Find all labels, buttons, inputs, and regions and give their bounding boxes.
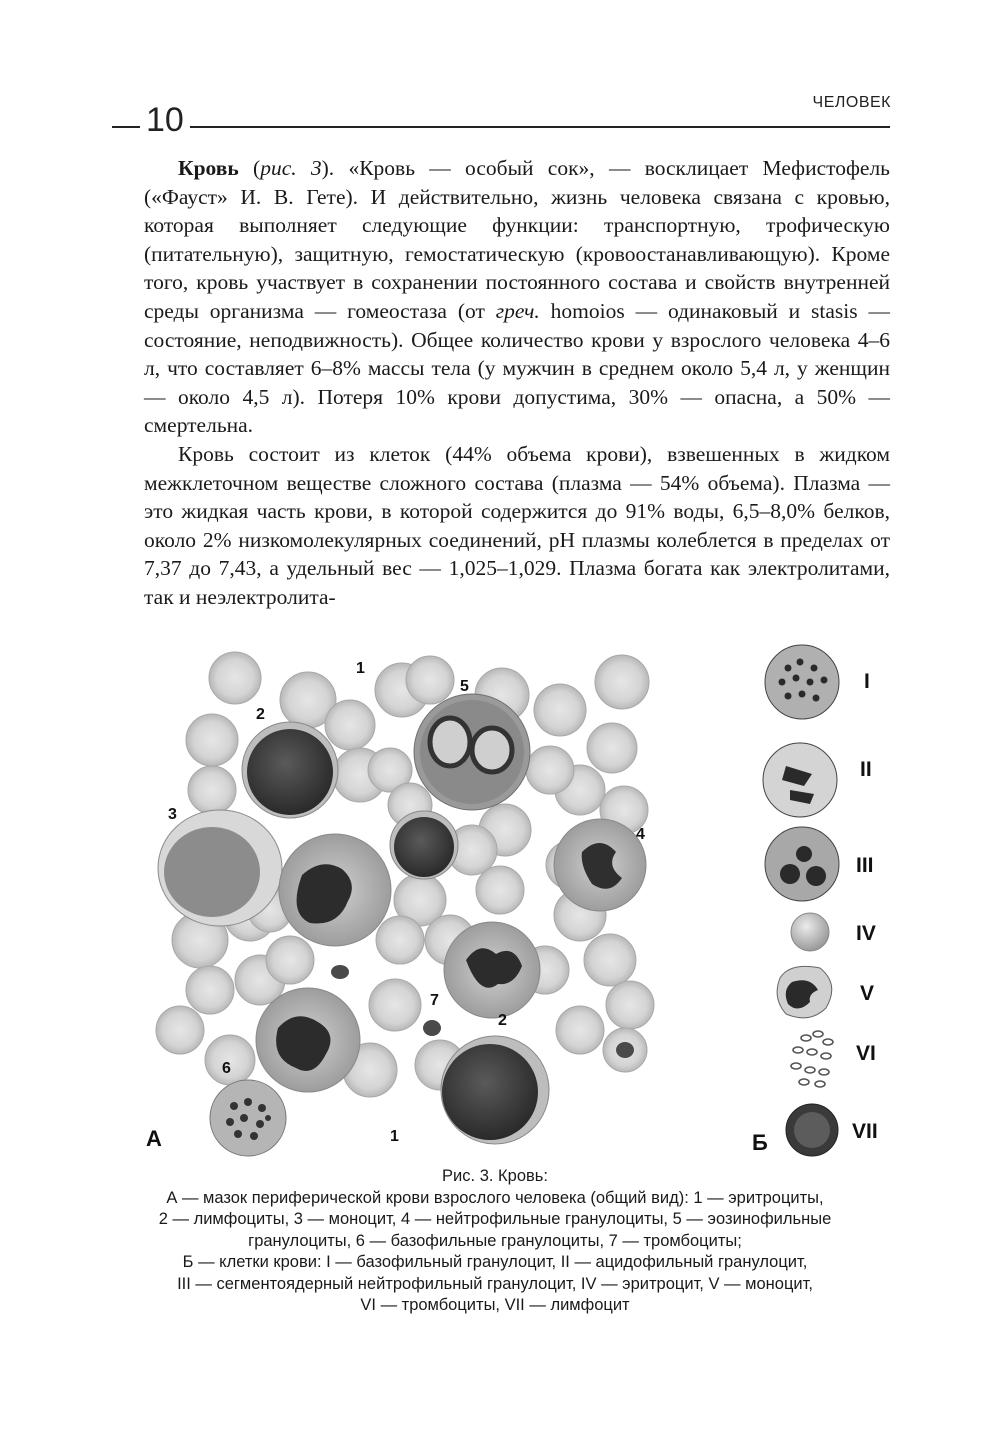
caption-line-3: гранулоциты, 6 — базофильные гранулоциты, 7 — тромбоциты;: [248, 1231, 742, 1250]
lymphocyte-center: [390, 811, 458, 879]
label-neutrophil: 4: [636, 826, 645, 843]
running-head: ЧЕЛОВЕК: [812, 94, 891, 111]
neutrophil-lower: [444, 922, 540, 1018]
label-platelets: 7: [430, 992, 439, 1009]
term-blood: Кровь: [178, 156, 239, 180]
paragraph-2: Кровь состоит из клеток (44% объема крови), взвешенных в жидком межклеточном веществе сложного состава (плазма — 54% объема). Плазма — это жидкая часть крови, в которой содержится до 91% воды, 6,5–8,0% белков, около 2% низкомолекулярных соединений, pH плазмы колеблется в пределах от 7,37 до 7,43, а удельный вес — 1,025–1,029. Плазма богата как электролитами, так и неэлектролита-: [144, 441, 890, 609]
cell-V-monocyte: [777, 966, 832, 1017]
cell-VI-platelets: [791, 1031, 833, 1087]
cell-III-neutrophil: [765, 827, 839, 901]
cell-label-VI: VI: [856, 1042, 876, 1065]
cell-II-acidophil: [763, 743, 837, 817]
caption-line-1: А — мазок периферической крови взрослого человека (общий вид): 1 — эритроциты,: [166, 1188, 824, 1207]
label-lymphocyte-bottom: 2: [498, 1012, 507, 1029]
neutrophil-center: [279, 834, 391, 946]
page-number: 10: [146, 101, 184, 139]
caption-line-2: 2 — лимфоциты, 3 — моноцит, 4 — нейтрофильные гранулоциты, 5 — эозинофильные: [158, 1210, 832, 1228]
caption-line-5: III — сегментоядерный нейтрофильный гранулоцит, IV — эритроцит, V — моноцит,: [177, 1274, 813, 1293]
label-erythrocytes-top: 1: [356, 660, 365, 677]
cell-label-I: I: [864, 670, 870, 693]
body-text: [144, 154, 890, 612]
header-rule-right: [190, 126, 890, 128]
header-rule-left: [112, 126, 140, 128]
cell-IV-erythrocyte: [791, 913, 829, 951]
greek-abbrev: греч.: [495, 298, 540, 323]
blood-illustration: [140, 640, 900, 1160]
cell-I-basophil: [765, 645, 839, 719]
neutrophil-4: [554, 819, 646, 911]
neutrophil-lower-left: [256, 988, 360, 1092]
caption-title: Рис. 3. Кровь:: [442, 1167, 548, 1185]
figure-reference: рис. 3: [260, 156, 322, 180]
cell-label-III: III: [856, 854, 874, 877]
cell-VII-lymphocyte: [786, 1104, 838, 1156]
panel-b-label: Б: [752, 1130, 768, 1155]
cell-label-VII: VII: [852, 1120, 878, 1143]
cell-label-IV: IV: [856, 922, 876, 945]
caption-line-6: VI — тромбоциты, VII — лимфоцит: [360, 1296, 630, 1314]
monocyte: [158, 810, 282, 926]
label-lymphocyte-top: 2: [256, 706, 265, 723]
label-erythrocytes-bottom: 1: [390, 1128, 399, 1145]
paragraph-1: Кровь (рис. 3). «Кровь — особый сок», — восклицает Мефистофель («Фауст» И. В. Гете). И действительно, жизнь человека связана с кровью, которая выполняет следующие функции: транспортную, трофическую (питательную), защитную, гемостатическую (кровоостанавливающую). Кроме того, кровь участвует в сохранении постоянного состава и свойств внутренней среды организма — гомеостаза (от греч. homoios — одинаковый и stasis — состояние, неподвижность). Общее количество крови у взрослого человека 4–6 л, что составляет 6–8% массы тела (у мужчин в среднем около 5,4 л, у женщин — около 4,5 л). Потеря 10% крови допустима, 30% — опасна, а 50% — смертельна.: [144, 156, 890, 438]
caption-line-4: Б — клетки крови: I — базофильный гранулоцит, II — ацидофильный гранулоцит,: [182, 1253, 808, 1271]
figure-blood: [140, 640, 900, 1160]
label-monocyte: 3: [168, 806, 177, 823]
label-basophil: 6: [222, 1060, 231, 1077]
figure-caption: [100, 1166, 890, 1317]
label-eosinophil: 5: [460, 678, 469, 695]
eosinophil: [414, 694, 530, 810]
cell-label-V: V: [860, 982, 875, 1005]
cell-label-II: II: [860, 758, 872, 781]
lymphocyte-bottom: [441, 1036, 549, 1144]
panel-a-label: А: [146, 1126, 162, 1151]
basophil: [210, 1080, 286, 1156]
lymphocyte-top: [242, 722, 338, 818]
